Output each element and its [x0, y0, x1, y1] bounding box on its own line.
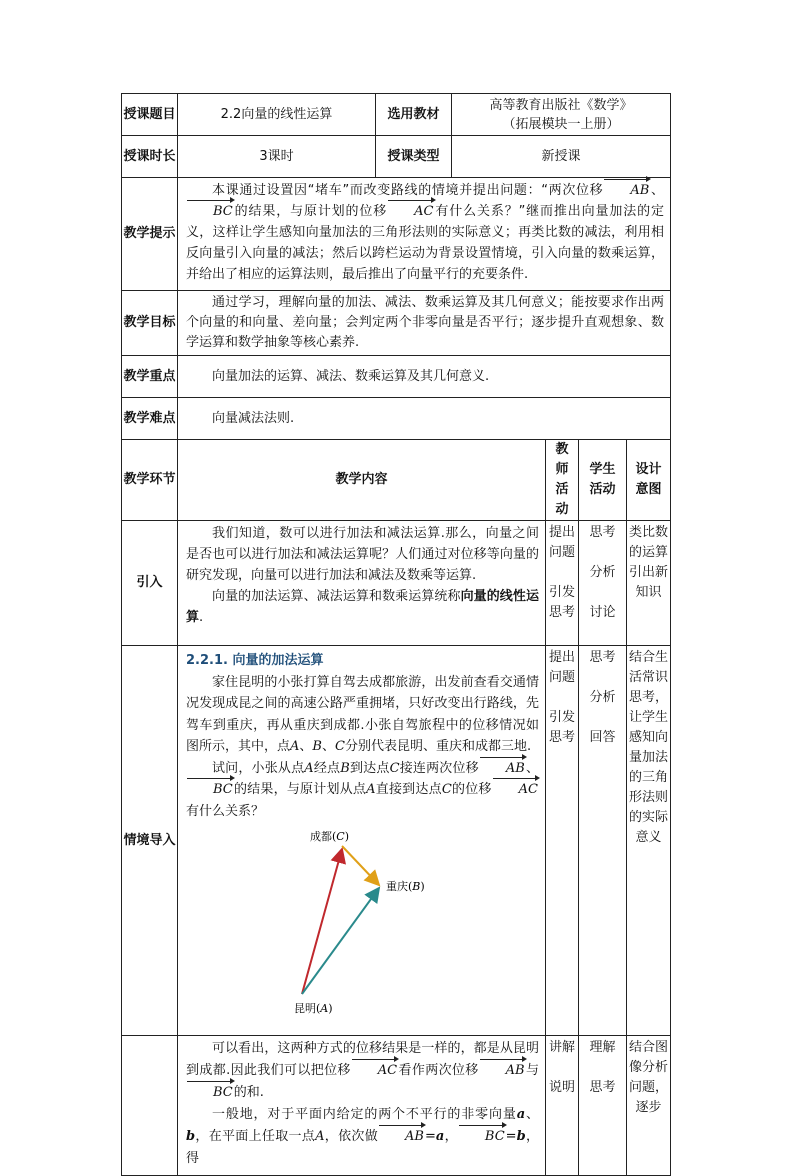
difficulty-cell: [178, 398, 671, 440]
goal-label: 教学目标: [122, 291, 178, 356]
situation-student: [579, 646, 627, 1036]
explain-vector-ab2: AB: [378, 1126, 425, 1148]
row-topic: [122, 94, 671, 136]
textbook-label: 选用教材: [376, 94, 452, 136]
goal-cell: [178, 291, 671, 356]
q-vector-ac: AC: [492, 779, 539, 801]
situation-teacher-4: 思考: [548, 730, 575, 745]
intro-teacher-2: [546, 563, 578, 583]
prompt-t4: 有什么关系？”继而推出向量加法的定义，这样让学生感知向量加法的三角形法则的实际意义；再类比数的减法，利用相反向量引入向量的减法；然后以跨栏运动为背景设置情境，引入向量的数乘运算，并给出了相应的运算法则，最后推出了向量平行的充要条件.: [186, 204, 664, 282]
lesson-plan-table: [121, 93, 671, 1176]
situation-question: [186, 758, 539, 823]
situation-teacher-3: 引发: [548, 710, 575, 725]
vec-a2: a: [435, 1129, 445, 1144]
textbook-line1: 高等教育出版社《数学》: [489, 97, 633, 113]
situation-label: 情境导入: [122, 646, 178, 1036]
vector-bc-arrow: [342, 846, 379, 885]
situation-p1-text: 家住昆明的小张打算自驾去成都旅游，出发前查看交通情况发现成昆之间的高速公路严重拥堵，只好改变出行路线，先驾车到重庆，再从重庆到成都.小张自驾旅程中的位移情况如图所示，其中，点: [186, 674, 539, 754]
prompt-t3: 的结果，与原计划的位移: [233, 204, 388, 219]
sep1: 、: [299, 739, 313, 754]
explain-content: [178, 1036, 546, 1176]
explain-label: [122, 1036, 178, 1176]
explain-teacher: [546, 1036, 579, 1176]
goal-text: 通过学习，理解向量的加法、减法、数乘运算及其几何意义；能按要求作出两个向量的和向量、差向量；会判定两个非零向量是否平行；逐步提升直观想象、数学运算和数学抽象等核心素养.: [186, 295, 664, 350]
intro-p2: [186, 586, 539, 628]
q7: 直接到达点: [375, 782, 442, 797]
explain-p1: [186, 1038, 539, 1104]
explain-p2d: ，得: [186, 1129, 539, 1166]
explain-p1d: 的和.: [233, 1085, 264, 1100]
key-text: 向量加法的运算、减法、数乘运算及其几何意义.: [212, 368, 490, 384]
vector-bc: BC: [186, 201, 234, 222]
intro-teacher-0: 提出: [548, 525, 575, 540]
explain-vector-bc: BC: [186, 1082, 234, 1104]
explain-p2: [186, 1104, 539, 1170]
intro-student-2: 分析: [589, 565, 616, 580]
intro-teacher-4: 思考: [548, 605, 575, 620]
explain-p1b: 看作两次位移: [398, 1063, 479, 1078]
intro-p2a: 向量的加法运算、减法运算和数乘运算统称: [212, 589, 461, 604]
topic-label: 授课题目: [122, 94, 178, 136]
intro-student: [579, 521, 627, 646]
q2: 经点: [313, 760, 341, 776]
intro-student-3: [579, 583, 626, 603]
vector-ab-arrow: [302, 888, 379, 994]
explain-p2b: ，在平面上任取一点: [195, 1129, 316, 1144]
intro-p2c: .: [199, 610, 204, 625]
point-b: B: [312, 739, 322, 754]
q-vector-ab: AB: [479, 758, 526, 780]
label-chongqing: 重庆(B): [386, 880, 425, 893]
vec-a: a: [516, 1107, 526, 1122]
situation-teacher-2: [546, 688, 578, 708]
prompt-label: 教学提示: [122, 178, 178, 291]
explain-p2c: ，依次做: [324, 1129, 379, 1144]
situation-p1b: 分别代表昆明、重庆和成都三地.: [344, 739, 532, 754]
intro-student-0: 思考: [589, 525, 616, 540]
point-c: C: [335, 739, 345, 754]
q3: 到达点: [349, 760, 390, 776]
explain-vector-ac: AC: [351, 1060, 398, 1082]
explain-c2: ，: [444, 1129, 458, 1144]
explain-pa: A: [315, 1129, 325, 1144]
row-key: [122, 356, 671, 398]
sep2: 、: [321, 739, 335, 754]
qa: A: [304, 760, 314, 776]
intro-p2b: 向量的线性运算: [186, 589, 539, 625]
qc2: C: [441, 782, 452, 797]
explain-vector-ab: AB: [479, 1060, 526, 1082]
row-goal: [122, 291, 671, 356]
prompt-t1: 本课通过设置因“堵车”而改变路线的情境并提出问题：“两次位移: [212, 183, 604, 198]
explain-eq1: =: [424, 1129, 436, 1144]
difficulty-label: 教学难点: [122, 398, 178, 440]
label-chengdu: 成都(C): [310, 830, 350, 843]
col-content: 教学内容: [178, 440, 546, 521]
textbook-value: [452, 94, 671, 136]
displacement-diagram: [294, 826, 474, 1016]
intro-teacher-1: 问题: [548, 545, 575, 560]
section-title: 2.2.1. 向量的加法运算: [186, 653, 324, 668]
difficulty-text: 向量减法法则.: [212, 410, 295, 426]
intro-student-1: [579, 543, 626, 563]
situation-student-0: 思考: [589, 650, 616, 665]
vector-ab: AB: [603, 180, 650, 201]
row-intro: [122, 521, 671, 646]
explain-c1: 、: [525, 1107, 539, 1122]
vector-ac-arrow: [302, 849, 342, 994]
explain-teacher-0: 讲解: [548, 1040, 575, 1055]
col-student: 学生活动: [579, 440, 627, 521]
situation-design: 结合生活常识思考，让学生感知向量加法的三角形法则的实际意义: [627, 646, 671, 1036]
situation-student-1: [579, 668, 626, 688]
textbook-line2: （拓展模块一上册）: [502, 116, 620, 132]
intro-content: [178, 521, 546, 646]
intro-student-4: 讨论: [589, 605, 616, 620]
explain-student-1: [579, 1058, 626, 1078]
label-kunming: 昆明(A): [294, 1002, 333, 1015]
vector-ac: AC: [387, 201, 434, 222]
explain-design: 结合图像分析问题，逐步: [627, 1036, 671, 1176]
point-a: A: [290, 739, 300, 754]
col-stage: 教学环节: [122, 440, 178, 521]
explain-p1c: 与: [525, 1063, 539, 1078]
q-vector-bc: BC: [186, 779, 234, 801]
intro-p1: 我们知道，数可以进行加法和减法运算.那么，向量之间是否也可以进行加法和减法运算呢？人们通过对位移等向量的研究发现，向量可以进行加法和减法及数乘等运算.: [186, 526, 539, 583]
intro-label: 引入: [122, 521, 178, 646]
explain-p1a: 可以看出，这两种方式的位移结果是一样的，都是从昆明到成都.因此我们可以把位移: [186, 1041, 539, 1078]
situation-teacher-1: 问题: [548, 670, 575, 685]
type-value: 新授课: [452, 136, 671, 178]
qc: C: [389, 760, 400, 776]
duration-label: 授课时长: [122, 136, 178, 178]
prompt-t2: 、: [650, 183, 664, 198]
qb: B: [340, 760, 350, 776]
q5: 、: [525, 760, 539, 776]
explain-eq2: =: [505, 1129, 517, 1144]
duration-value: 3课时: [178, 136, 376, 178]
intro-teacher: [546, 521, 579, 646]
intro-design: 类比数的运算引出新知识: [627, 521, 671, 646]
prompt-text: [178, 178, 671, 291]
vec-b: b: [186, 1129, 196, 1144]
explain-vector-bc2: BC: [458, 1126, 506, 1148]
col-teacher: 教师活动: [546, 440, 579, 521]
row-explain: [122, 1036, 671, 1176]
explain-student-0: 理解: [589, 1040, 616, 1055]
vec-b2: b: [516, 1129, 526, 1144]
explain-teacher-2: 说明: [548, 1080, 575, 1095]
row-difficulty: [122, 398, 671, 440]
situation-teacher-0: 提出: [548, 650, 575, 665]
col-design: 设计意图: [627, 440, 671, 521]
explain-teacher-1: [546, 1058, 578, 1078]
explain-student: [579, 1036, 627, 1176]
q1: 试问，小张从点: [212, 760, 305, 776]
q8: 的位移: [451, 782, 492, 797]
situation-student-2: 分析: [589, 690, 616, 705]
explain-p2a: 一般地，对于平面内给定的两个不平行的非零向量: [212, 1107, 517, 1122]
situation-p1: [186, 672, 539, 758]
row-duration: [122, 136, 671, 178]
situation-student-4: 回答: [589, 730, 616, 745]
row-column-headers: [122, 440, 671, 521]
situation-content: [178, 646, 546, 1036]
key-cell: [178, 356, 671, 398]
q6: 的结果，与原计划从点: [233, 782, 367, 797]
intro-teacher-3: 引发: [548, 585, 575, 600]
situation-teacher: [546, 646, 579, 1036]
q4: 接连两次位移: [399, 760, 479, 776]
topic-value: 2.2向量的线性运算: [178, 94, 376, 136]
key-label: 教学重点: [122, 356, 178, 398]
situation-student-3: [579, 708, 626, 728]
row-prompt: [122, 178, 671, 291]
type-label: 授课类型: [376, 136, 452, 178]
q9: 有什么关系？: [186, 803, 265, 819]
row-situation: [122, 646, 671, 1036]
qa2: A: [366, 782, 376, 797]
explain-student-2: 思考: [589, 1080, 616, 1095]
